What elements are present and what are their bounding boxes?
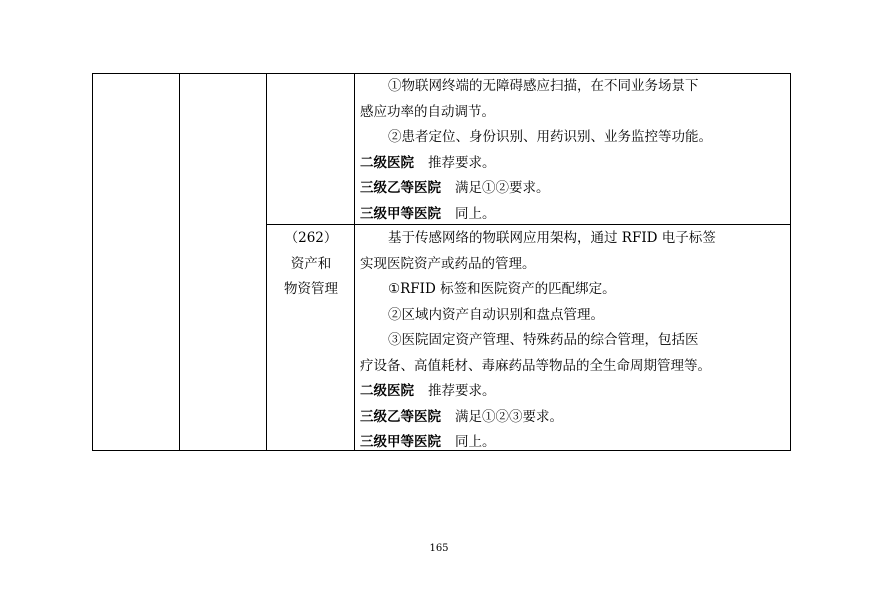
- level-requirement: 推荐要求。: [428, 154, 496, 171]
- column-divider-2: [266, 73, 267, 451]
- row2-text-line: 基于传感网络的物联网应用架构，通过 RFID 电子标签: [388, 230, 716, 246]
- row1-text-line: ①物联网终端的无障碍感应扫描，在不同业务场景下: [388, 78, 699, 94]
- level-name: 三级乙等医院: [360, 180, 441, 196]
- level-name: 三级甲等医院: [360, 205, 441, 222]
- row1-text-line: 感应功率的自动调节。: [360, 103, 495, 120]
- item-name-line-1: 资产和: [290, 255, 332, 272]
- level-requirement: 满足①②③要求。: [455, 408, 563, 425]
- page-number: 165: [429, 543, 449, 554]
- level-requirement: 满足①②要求。: [455, 180, 550, 196]
- level-name: 三级乙等医院: [360, 408, 441, 425]
- level-name: 二级医院: [360, 383, 414, 399]
- row2-content: [360, 226, 788, 456]
- row1-content: [360, 74, 788, 227]
- row2-item-cell: [268, 226, 354, 303]
- level-name: 二级医院: [360, 154, 414, 171]
- row1-level-tertiary-a: [360, 202, 788, 228]
- level-name: 三级甲等医院: [360, 434, 441, 450]
- row1-text-line: ②患者定位、身份识别、用药识别、业务监控等功能。: [388, 129, 712, 145]
- row2-text-line: 实现医院资产或药品的管理。: [360, 255, 536, 272]
- row2-level-secondary: [360, 379, 788, 405]
- row2-text-line: ①RFID 标签和医院资产的匹配绑定。: [388, 281, 616, 297]
- item-code: （262）: [284, 230, 338, 246]
- row1-level-tertiary-b: [360, 176, 788, 202]
- row2-text-line: 疗设备、高值耗材、毒麻药品等物品的全生命周期管理等。: [360, 357, 711, 374]
- column-divider-3: [354, 73, 355, 451]
- row2-level-tertiary-b: [360, 405, 788, 431]
- column-divider-1: [179, 73, 180, 451]
- level-requirement: 同上。: [455, 434, 496, 450]
- level-requirement: 同上。: [455, 205, 496, 222]
- row1-level-secondary: [360, 151, 788, 177]
- row2-text-line: ②区域内资产自动识别和盘点管理。: [388, 306, 604, 323]
- row2-level-tertiary-a: [360, 430, 788, 456]
- row2-text-line: ③医院固定资产管理、特殊药品的综合管理，包括医: [388, 332, 699, 348]
- item-name-line-2: 物资管理: [284, 281, 338, 297]
- level-requirement: 推荐要求。: [428, 383, 496, 399]
